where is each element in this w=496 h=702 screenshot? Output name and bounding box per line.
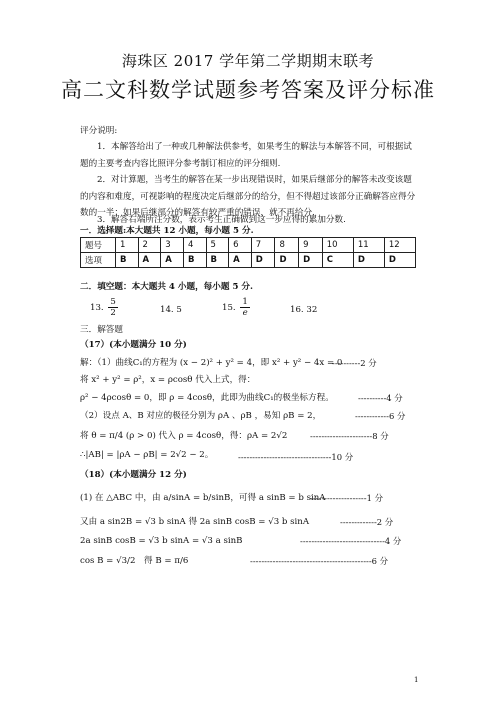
q17-score-3: ----------4 分 xyxy=(358,393,403,403)
question-number: 3 xyxy=(161,238,184,253)
choice-answer-table xyxy=(80,237,416,268)
scoring-note-2: 2．对计算题，当考生的解答在某一步出现错误时，如果后继部分的解答未改变该题的内容和难度，可视影响的程度决定后继部分的给分，但不得超过该部分正确解答应得分数的一半；如果后继部分的解答有较严重的错误，就不再给分. xyxy=(80,175,416,219)
q17-line-1: 解：（1）曲线C₁的方程为 (x − 2)² + y² = 4，即 x² + y² − 4x = 0 xyxy=(80,358,343,368)
answer-cell: D xyxy=(353,253,384,268)
question-number: 7 xyxy=(251,238,275,253)
scoring-notes-heading: 评分说明: xyxy=(80,126,118,136)
answer-15-numerator: 1 xyxy=(242,297,248,307)
answer-15-denominator: e xyxy=(242,308,248,318)
question-number: 10 xyxy=(322,238,353,253)
answer-cell: B xyxy=(116,253,139,268)
answer-13-numerator: 5 xyxy=(110,297,116,307)
answer-cell: A xyxy=(138,253,161,268)
question-number: 9 xyxy=(299,238,323,253)
answer-cell: A xyxy=(229,253,252,268)
q18-line-4: cos B = √3/2 得 B = π/6 xyxy=(80,556,189,566)
q18-line-1: (1) 在 △ABC 中，由 a/sinA = b/sinB，可得 a sinB = b sinA xyxy=(80,493,326,503)
scoring-note-3: 3．解答右端所注分数，表示考生正确做到这一步应得的累加分数. xyxy=(97,215,346,225)
q17-line-3: ρ² − 4ρcosθ = 0，即 ρ = 4cosθ，此即为曲线C₁的极坐标方程。 xyxy=(80,393,334,403)
table-row-answers xyxy=(81,253,416,268)
answer-14: 5 xyxy=(176,305,182,315)
q17-line-4: （2）设点 A、B 对应的极径分别为 ρA 、ρB ，易知 ρB = 2， xyxy=(80,411,322,421)
question-number: 5 xyxy=(206,238,229,253)
row-label-option: 选项 xyxy=(81,253,116,268)
question-number: 1 xyxy=(116,238,139,253)
page-number: 1 xyxy=(414,676,419,684)
q18-heading: （18）(本小题满分 12 分) xyxy=(80,470,187,480)
label-14: 14. xyxy=(160,305,174,315)
section1-heading: 一．选择题:本大题共 12 小题，每小题 5 分. xyxy=(80,226,254,236)
question-number: 8 xyxy=(275,238,299,253)
answer-cell: D xyxy=(384,253,415,268)
answer-13-denominator: 2 xyxy=(110,308,116,318)
answer-cell: D xyxy=(299,253,323,268)
answer-cell: A xyxy=(161,253,184,268)
answer-16-group xyxy=(290,302,317,318)
answer-cell: D xyxy=(251,253,275,268)
answer-16: 32 xyxy=(306,305,318,315)
answer-15-group xyxy=(222,297,252,318)
school-header: 海珠区 2017 学年第二学期期末联考 xyxy=(121,52,375,70)
q17-score-5: ----------------------8 分 xyxy=(310,431,389,441)
question-number: 11 xyxy=(353,238,384,253)
q18-score-4: -------------------------------------------6 分 xyxy=(250,556,389,566)
fill-answers-row xyxy=(90,297,120,318)
page-title: 高二文科数学试题参考答案及评分标准 xyxy=(61,78,435,102)
q18-score-2: -------------2 分 xyxy=(340,517,394,527)
section2-heading: 二．填空题：本大题共 4 小题，每小题 5 分. xyxy=(80,282,254,292)
answer-cell: B xyxy=(184,253,207,268)
q17-score-6: ---------------------------------10 分 xyxy=(238,452,354,462)
label-13: 13. xyxy=(90,303,104,313)
q18-line-2: 又由 a sin2B = √3 b sinA 得 2a sinB cosB = √3 b sinA xyxy=(80,517,310,527)
question-number: 4 xyxy=(184,238,207,253)
answer-13-fraction xyxy=(108,297,117,318)
q17-score-1: ----------2 分 xyxy=(332,358,377,368)
row-label-number: 题号 xyxy=(81,238,116,253)
q18-line-3: 2a sinB cosB = √3 b sinA = √3 a sinB xyxy=(80,536,243,546)
answer-cell: B xyxy=(206,253,229,268)
q18-score-1: --------------------1 分 xyxy=(310,493,383,503)
q17-line-6: ∴|AB| = |ρA − ρB| = 2√2 − 2。 xyxy=(80,450,214,460)
q18-score-3: ------------------------------4 分 xyxy=(300,536,402,546)
q17-line-5: 将 θ = π/4 (ρ > 0) 代入 ρ = 4cosθ，得：ρA = 2√2 xyxy=(80,431,288,441)
section3-heading: 三．解答题 xyxy=(80,325,123,335)
answer-14-group xyxy=(160,302,182,318)
question-number: 12 xyxy=(384,238,415,253)
label-16: 16. xyxy=(290,305,304,315)
scoring-note-1: 1．本解答给出了一种或几种解法供参考，如果考生的解法与本解答不同，可根据试题的主要考查内容比照评分参考制订相应的评分细则. xyxy=(80,142,412,169)
answer-cell: C xyxy=(322,253,353,268)
answer-15-fraction xyxy=(240,297,249,318)
table-row-numbers xyxy=(81,238,416,253)
q17-heading: （17）(本小题满分 10 分) xyxy=(80,340,187,350)
answer-cell: D xyxy=(275,253,299,268)
label-15: 15. xyxy=(222,303,236,313)
q17-score-4: ------------6 分 xyxy=(355,411,406,421)
question-number: 2 xyxy=(138,238,161,253)
question-number: 6 xyxy=(229,238,252,253)
q17-line-2: 将 x² + y² = ρ²，x = ρcosθ 代入上式，得： xyxy=(80,375,256,385)
